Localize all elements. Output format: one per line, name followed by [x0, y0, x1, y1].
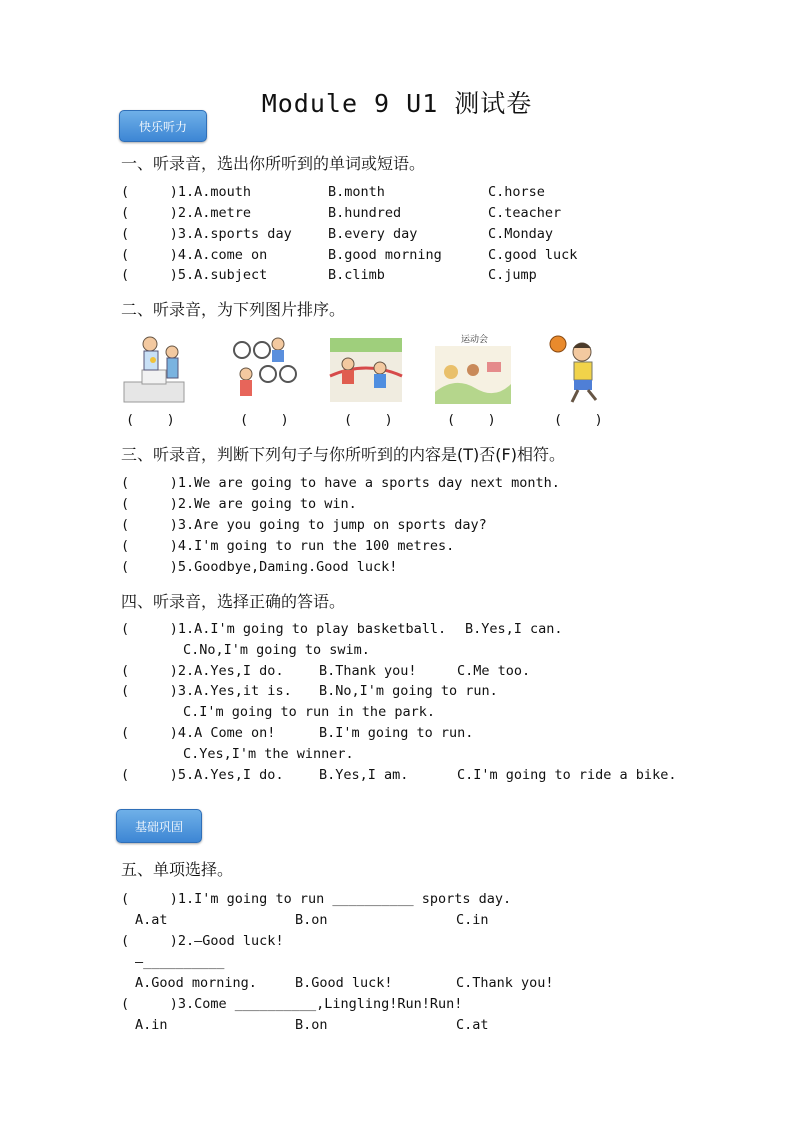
answer-blank[interactable]: ( ): [121, 538, 178, 554]
section-3-heading: 三、听录音，判断下列句子与你所听到的内容是(T)否(F)相符。: [121, 445, 565, 464]
option-b: B.I'm going to run.: [319, 725, 474, 741]
answer-blank[interactable]: ( ): [121, 767, 178, 783]
option-a: 1.A.I'm going to play basketball.: [177, 621, 447, 637]
option-b: B.every day: [328, 226, 418, 242]
option-a: 4.A Come on!: [177, 725, 276, 741]
statement: 5.Goodbye,Daming.Good luck!: [177, 559, 398, 575]
section-1-list: [121, 183, 578, 283]
option-b: B.on: [295, 912, 328, 928]
section-1-heading: 一、听录音，选出你所听到的单词或短语。: [121, 154, 426, 173]
option-c: C.in: [456, 912, 489, 928]
list-item: [121, 537, 454, 555]
option-a: 5.A.Yes,I do.: [177, 767, 284, 783]
option-c: C.Monday: [488, 226, 554, 242]
answer-blank[interactable]: ( ): [121, 184, 178, 200]
option-c: C.good luck: [488, 247, 578, 263]
section-5-heading: 五、单项选择。: [121, 860, 234, 879]
option-c: C.I'm going to run in the park.: [183, 704, 435, 720]
list-item: [121, 995, 462, 1013]
option-b: B.on: [295, 1017, 328, 1033]
option-b: B.good morning: [328, 247, 442, 263]
option-b: B.No,I'm going to run.: [319, 683, 498, 699]
list-item: [121, 266, 537, 284]
option-b: B.Yes,I can.: [465, 621, 563, 637]
answer-blank[interactable]: ( ): [121, 933, 178, 949]
option-b: B.climb: [328, 267, 385, 283]
list-item: [121, 766, 284, 784]
answer-blank[interactable]: ( ): [121, 496, 178, 512]
basics-badge: 基础巩固: [116, 809, 202, 843]
list-item: [121, 204, 562, 222]
option-c: C.Thank you!: [456, 975, 554, 991]
option-c: C.No,I'm going to swim.: [183, 642, 370, 658]
option-a: 4.A.come on: [177, 247, 268, 263]
image-caption: 运动会: [461, 335, 489, 345]
list-item: [121, 474, 560, 492]
option-c: C.teacher: [488, 205, 562, 221]
statement: 1.We are going to have a sports day next month.: [177, 475, 560, 491]
question-stem: 1.I'm going to run __________ sports day.: [177, 891, 512, 907]
picture-blank-2[interactable]: ( ): [240, 412, 289, 428]
answer-blank[interactable]: ( ): [121, 559, 178, 575]
option-a: 2.A.Yes,I do.: [177, 663, 284, 679]
sports-meet-image: [435, 332, 511, 404]
option-a: 3.A.Yes,it is.: [177, 683, 292, 699]
page-title: Module 9 U1 测试卷: [261, 89, 533, 118]
list-item: [121, 890, 511, 908]
basketball-boy-image: [548, 332, 614, 404]
answer-blank[interactable]: ( ): [121, 683, 178, 699]
question-stem: 3.Come __________,Lingling!Run!Run!: [177, 996, 463, 1012]
option-c: C.horse: [488, 184, 545, 200]
option-a: 2.A.metre: [177, 205, 252, 221]
option-c: C.Yes,I'm the winner.: [183, 746, 354, 762]
section-2-heading: 二、听录音，为下列图片排序。: [121, 300, 346, 319]
picture-blank-4[interactable]: ( ): [447, 412, 496, 428]
answer-blank[interactable]: ( ): [121, 725, 178, 741]
answer-blank[interactable]: ( ): [121, 205, 178, 221]
option-b: B.Good luck!: [295, 975, 393, 991]
list-item: [121, 932, 284, 950]
running-race-image: [328, 332, 404, 404]
option-c: C.Me too.: [457, 663, 531, 679]
list-item: [121, 495, 357, 513]
list-item: [121, 183, 545, 201]
answer-blank[interactable]: ( ): [121, 247, 178, 263]
option-b: B.month: [328, 184, 385, 200]
list-item: [121, 682, 292, 700]
list-item: [121, 662, 284, 680]
listening-badge: 快乐听力: [119, 110, 207, 142]
option-a: 5.A.subject: [177, 267, 268, 283]
statement: 2.We are going to win.: [177, 496, 357, 512]
question-stem: 2.—Good luck!: [177, 933, 284, 949]
picture-blank-5[interactable]: ( ): [554, 412, 603, 428]
reply-blank[interactable]: —__________: [135, 954, 225, 970]
list-item: [121, 620, 446, 638]
option-b: B.Thank you!: [319, 663, 417, 679]
answer-blank[interactable]: ( ): [121, 891, 178, 907]
list-item: [121, 558, 397, 576]
statement: 4.I'm going to run the 100 metres.: [177, 538, 455, 554]
option-c: C.at: [456, 1017, 489, 1033]
list-item: [121, 225, 554, 243]
option-a: 3.A.sports day: [177, 226, 292, 242]
option-a: A.in: [135, 1017, 168, 1033]
bikes-race-image: [228, 332, 300, 404]
answer-blank[interactable]: ( ): [121, 663, 178, 679]
option-a: A.at: [135, 912, 168, 928]
list-item: [121, 246, 578, 264]
option-b: B.hundred: [328, 205, 402, 221]
medal-podium-image: [120, 330, 192, 406]
option-a: 1.A.mouth: [177, 184, 252, 200]
answer-blank[interactable]: ( ): [121, 226, 178, 242]
answer-blank[interactable]: ( ): [121, 996, 178, 1012]
answer-blank[interactable]: ( ): [121, 517, 178, 533]
answer-blank[interactable]: ( ): [121, 621, 178, 637]
picture-blank-3[interactable]: ( ): [344, 412, 393, 428]
statement: 3.Are you going to jump on sports day?: [177, 517, 487, 533]
option-b: B.Yes,I am.: [319, 767, 409, 783]
section-4-heading: 四、听录音，选择正确的答语。: [121, 592, 346, 611]
picture-blank-1[interactable]: ( ): [126, 412, 175, 428]
list-item: [121, 516, 487, 534]
option-c: C.jump: [488, 267, 537, 283]
list-item: [121, 724, 275, 742]
option-c: C.I'm going to ride a bike.: [457, 767, 677, 783]
option-a: A.Good morning.: [135, 975, 257, 991]
answer-blank[interactable]: ( ): [121, 475, 178, 491]
answer-blank[interactable]: ( ): [121, 267, 178, 283]
